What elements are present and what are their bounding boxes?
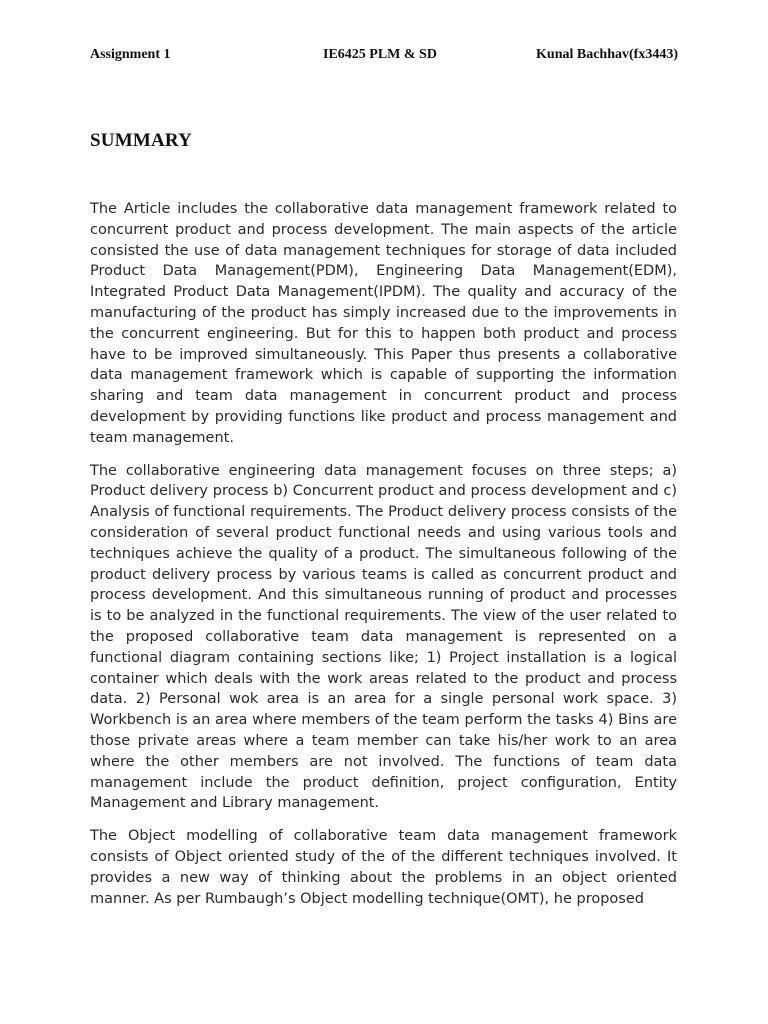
paragraph: The Object modelling of collaborative team data management framework consists of Object oriented study of the of the different techniques involved. It provides a new way of thinking about the problems in an object oriented manner. As per Rumbaugh’s Object modelling technique(OMT), he proposed <box>90 828 677 907</box>
paragraph: The collaborative engineering data management focuses on three steps; a) Product delivery process b) Concurrent product and process development and c) Analysis of functional requirements. The Product delivery process consists of the consideration of several product functional needs and using various tools and techniques achieve the quality of a product. The simultaneous following of the product delivery process by various teams is called as concurrent product and process development. And this simultaneous running of product and processes is to be analyzed in the functional requirements. The view of the user related to the proposed collaborative team data management is represented on a functional diagram containing sections like; 1) Project installation is a logical container which deals with the work areas related to the product and process data. 2) Personal wok area is an area for a single personal work space. 3) Workbench is an area where members of the team perform the tasks 4) Bins are those private areas where a team member can take his/her work to an area where the other members are not involved. The functions of team data management include the product definition, project configuration, Entity Management and Library management. <box>90 462 677 812</box>
header-assignment: Assignment 1 <box>90 47 171 62</box>
section-title: SUMMARY <box>90 130 193 151</box>
header-author: Kunal Bachhav(fx3443) <box>536 47 678 62</box>
header-course: IE6425 PLM & SD <box>323 47 437 62</box>
page-header <box>90 47 678 67</box>
body-text <box>90 199 677 921</box>
paragraph: The Article includes the collaborative data management framework related to concurrent product and process development. The main aspects of the article consisted the use of data management techniques for storage of data included Product Data Management(PDM), Engineering Data Management(EDM), Integrated Product Data Management(IPDM). The quality and accuracy of the manufacturing of the product has simply increased due to the improvements in the concurrent engineering. But for this to happen both product and process have to be improved simultaneously. This Paper thus presents a collaborative data management framework which is capable of supporting the information sharing and team data management in concurrent product and process development by providing functions like product and process management and team management. <box>90 201 677 446</box>
